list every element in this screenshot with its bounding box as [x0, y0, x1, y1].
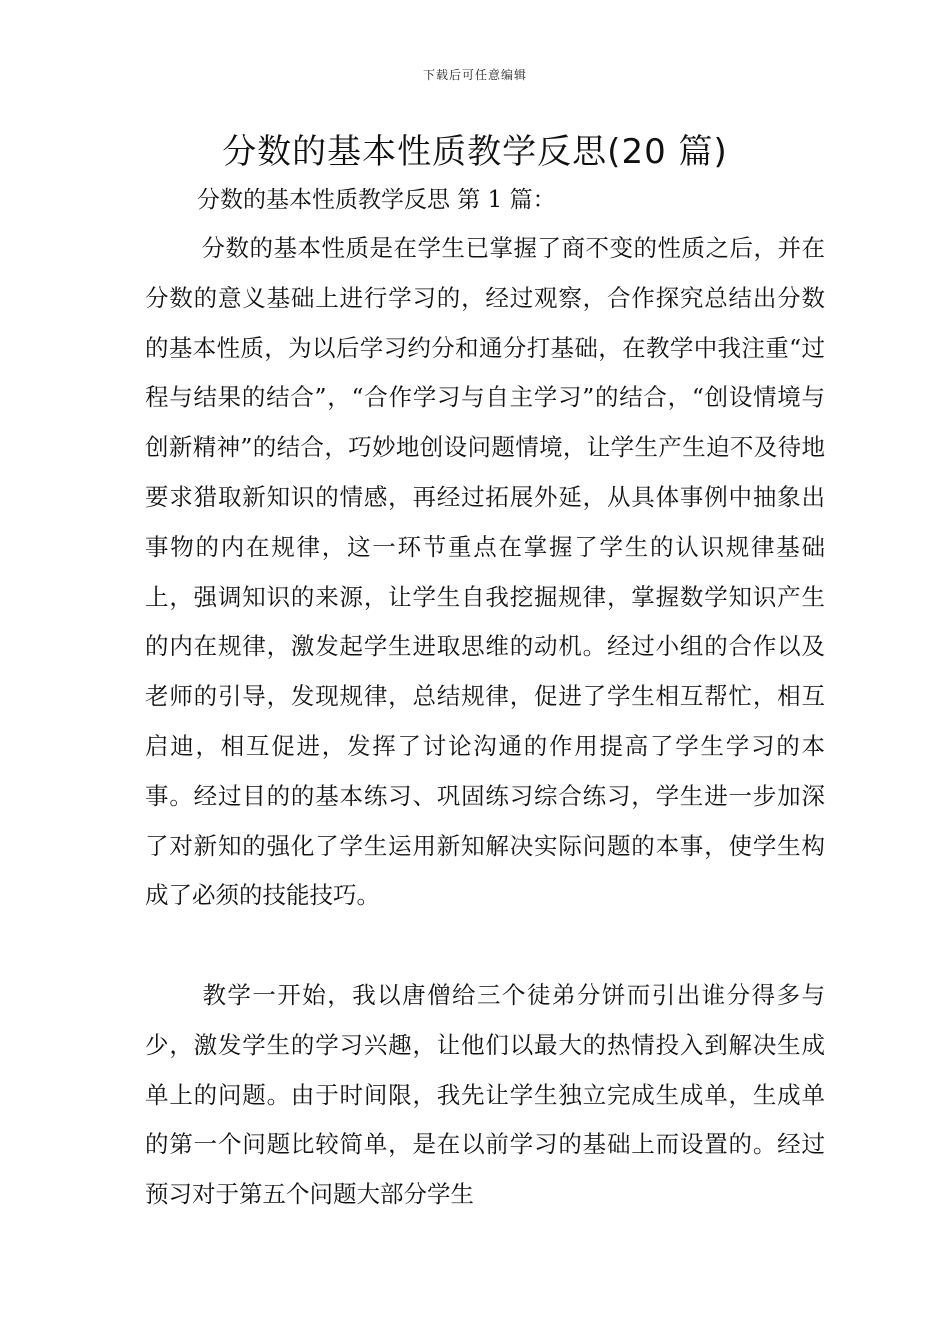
body-paragraph-1-text: 分数的基本性质是在学生已掌握了商不变的性质之后，并在分数的意义基础上进行学习的，经过观察，合作探究总结出分数的基本性质，为以后学习约分和通分打基础，在教学中我注重“过程与结果的结合”，“合作学习与自主学习”的结合，“创设情境与创新精神”的结合，巧妙地创设问题情境，让学生产生迫不及待地要求猎取新知识的情感，再经过拓展外延，从具体事例中抽象出事物的内在规律，这一环节重点在掌握了学生的认识规律基础上，强调知识的来源，让学生自我挖掘规律，掌握数学知识产生的内在规律，激发起学生进取思维的动机。经过小组的合作以及老师的引导，发现规律，总结规律，促进了学生相互帮忙，相互启迪，相互促进，发挥了讨论沟通的作用提高了学生学习的本事。经过目的的基本练习、巩固练习综合练习，学生进一步加深了对新知的强化了学生运用新知解决实际问题的本事，使学生构成了必须的技能技巧。 [145, 234, 825, 910]
body-paragraph-2 [145, 971, 825, 1220]
header-note: 下载后可任意编辑 [422, 68, 527, 82]
body-paragraph-1 [145, 224, 825, 921]
section-heading: 分数的基本性质教学反思 第 1 篇： [197, 187, 556, 213]
document-title: 分数的基本性质教学反思(20 篇) [222, 132, 728, 172]
body-paragraph-2-text: 教学一开始，我以唐僧给三个徒弟分饼而引出谁分得多与少，激发学生的学习兴趣，让他们以最大的热情投入到解决生成单上的问题。由于时间限，我先让学生独立完成生成单，生成单的第一个问题比较简单，是在以前学习的基础上而设置的。经过预习对于第五个问题大部分学生 [145, 981, 825, 1209]
